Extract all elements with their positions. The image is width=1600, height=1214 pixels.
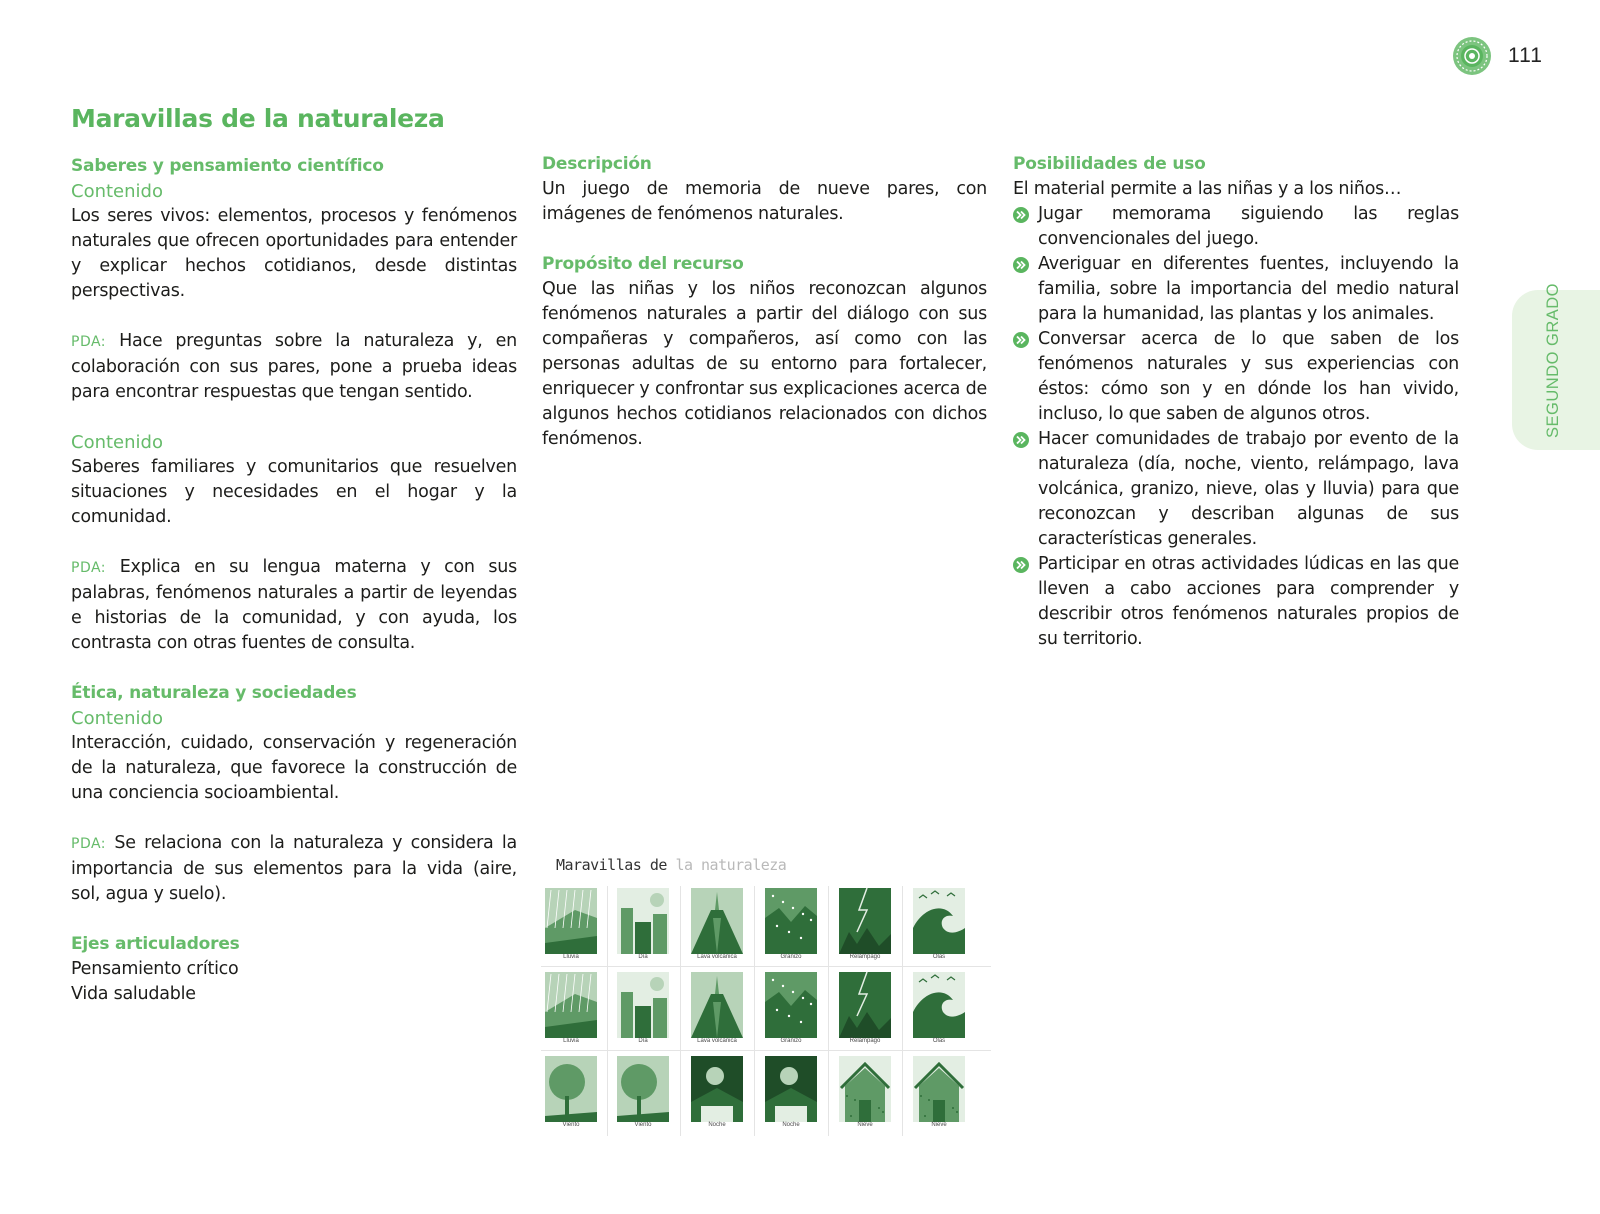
page-title: Maravillas de la naturaleza <box>71 104 445 133</box>
proposito-heading: Propósito del recurso <box>542 254 744 274</box>
card-label: Noche <box>782 1122 800 1128</box>
pda-text: Se relaciona con la naturaleza y considera la importancia de sus elementos para la vida (aire, sol, agua y suelo). <box>71 833 517 904</box>
double-arrow-bullet-icon <box>1013 557 1029 573</box>
grade-tab-label: SEGUNDO GRADO <box>1544 282 1562 438</box>
snow-illustration <box>913 1056 965 1122</box>
waves-illustration <box>913 972 965 1038</box>
uses-list <box>1013 202 1459 652</box>
page-number: 111 <box>1508 44 1543 67</box>
list-item: Hacer comunidades de trabajo por evento de la naturaleza (día, noche, viento, relámpago, lava volcánica, granizo, nieve, olas y lluvia) para que reconozcan y describan algunas de sus características generales. <box>1013 427 1459 552</box>
eje-item: Vida saludable <box>71 984 196 1004</box>
board-title: Maravillas de la naturaleza <box>556 856 787 874</box>
column-curriculum <box>71 154 517 1007</box>
volcano-illustration <box>691 972 743 1038</box>
memory-card <box>615 970 671 1048</box>
double-arrow-bullet-icon <box>1013 207 1029 223</box>
board-divider <box>541 1050 991 1051</box>
card-label: Granizo <box>780 954 802 960</box>
double-arrow-bullet-icon <box>1013 257 1029 273</box>
card-label: Granizo <box>780 1038 802 1044</box>
snow-illustration <box>839 1056 891 1122</box>
board-divider <box>902 886 903 1136</box>
card-label: Lluvia <box>563 1038 579 1044</box>
pda-paragraph <box>71 831 517 907</box>
card-label: Olas <box>932 1038 946 1044</box>
contenido-text: Saberes familiares y comunitarios que resuelven situaciones y necesidades en el hogar y la comunidad. <box>71 457 517 527</box>
list-item: Conversar acerca de lo que saben de los fenómenos naturales y sus experiencias con éstos: cómo son y en dónde los han vivido, incluso, lo que saben de algunos otros. <box>1013 327 1459 427</box>
night-illustration <box>765 1056 817 1122</box>
memory-card <box>763 886 819 964</box>
proposito-text: Que las niñas y los niños reconozcan algunos fenómenos naturales a partir del diálogo con sus compañeras y compañeros, así como con las personas adultas de su entorno para fortalecer, enriquecer y confrontar sus explicaciones acerca de algunos hechos cotidianos relacionados con dichos fenómenos. <box>542 279 987 449</box>
contenido-label: Contenido <box>71 432 163 453</box>
hail-illustration <box>765 888 817 954</box>
memory-card <box>689 886 745 964</box>
descripcion-heading: Descripción <box>542 154 652 174</box>
contenido-text: Interacción, cuidado, conservación y regeneración de la naturaleza, que favorece la construcción de una conciencia socioambiental. <box>71 733 517 803</box>
spiral-seal-icon <box>1452 36 1492 76</box>
board-divider <box>541 966 991 967</box>
posibilidades-heading: Posibilidades de uso <box>1013 154 1206 174</box>
memory-card <box>911 1054 967 1132</box>
board-divider <box>680 886 681 1136</box>
eje-item: Pensamiento crítico <box>71 959 239 979</box>
card-label: Nieve <box>931 1122 947 1128</box>
card-label: Día <box>638 1038 648 1044</box>
card-label: Día <box>638 954 648 960</box>
lightning-illustration <box>839 888 891 954</box>
card-label: Noche <box>708 1122 726 1128</box>
wind-illustration <box>545 1056 597 1122</box>
list-item: Participar en otras actividades lúdicas en las que lleven a cabo acciones para comprender y describir otros fenómenos naturales propios de su territorio. <box>1013 552 1459 652</box>
pda-paragraph <box>71 329 517 405</box>
day-illustration <box>617 972 669 1038</box>
board-divider <box>607 886 608 1136</box>
descripcion-text: Un juego de memoria de nueve pares, con imágenes de fenómenos naturales. <box>542 179 987 224</box>
memory-card <box>763 1054 819 1132</box>
card-label: Relámpago <box>849 1038 881 1044</box>
rain-illustration <box>545 888 597 954</box>
card-label: Relámpago <box>849 954 881 960</box>
wind-illustration <box>617 1056 669 1122</box>
lightning-illustration <box>839 972 891 1038</box>
hail-illustration <box>765 972 817 1038</box>
card-label: Viento <box>562 1122 580 1128</box>
memory-card <box>763 970 819 1048</box>
double-arrow-bullet-icon <box>1013 332 1029 348</box>
contenido-label: Contenido <box>71 181 163 202</box>
pda-label: PDA: <box>71 334 107 350</box>
memory-card <box>543 970 599 1048</box>
memory-card <box>837 970 893 1048</box>
waves-illustration <box>913 888 965 954</box>
card-label: Lava volcánica <box>697 954 737 960</box>
memory-card <box>837 1054 893 1132</box>
card-label: Nieve <box>857 1122 873 1128</box>
contenido-text: Los seres vivos: elementos, procesos y fenómenos naturales que ofrecen oportunidades para entender y explicar hechos cotidianos, desde distintas perspectivas. <box>71 206 517 301</box>
board-divider <box>828 886 829 1136</box>
day-illustration <box>617 888 669 954</box>
card-label: Lluvia <box>563 954 579 960</box>
memory-card <box>689 970 745 1048</box>
double-arrow-bullet-icon <box>1013 432 1029 448</box>
memory-card <box>543 886 599 964</box>
pda-paragraph <box>71 555 517 656</box>
contenido-label: Contenido <box>71 708 163 729</box>
board-divider <box>754 886 755 1136</box>
pda-label: PDA: <box>71 836 107 852</box>
memory-card <box>615 886 671 964</box>
memory-game-board <box>541 856 991 1136</box>
posibilidades-intro: El material permite a las niñas y a los niños… <box>1013 179 1402 199</box>
column-uses <box>1013 152 1459 652</box>
card-label: Olas <box>932 954 946 960</box>
memory-card <box>911 970 967 1048</box>
night-illustration <box>691 1056 743 1122</box>
memory-card <box>837 886 893 964</box>
memory-card <box>911 886 967 964</box>
pda-label: PDA: <box>71 560 107 576</box>
grade-tab <box>1512 282 1600 450</box>
column-description <box>542 152 987 452</box>
rain-illustration <box>545 972 597 1038</box>
card-label: Viento <box>634 1122 652 1128</box>
volcano-illustration <box>691 888 743 954</box>
field-heading-saberes: Saberes y pensamiento científico <box>71 156 384 176</box>
list-item: Jugar memorama siguiendo las reglas convencionales del juego. <box>1013 202 1459 252</box>
ejes-heading: Ejes articuladores <box>71 934 240 954</box>
field-heading-etica: Ética, naturaleza y sociedades <box>71 683 357 703</box>
pda-text: Explica en su lengua materna y con sus palabras, fenómenos naturales a partir de leyendas e historias de la comunidad, y con ayuda, los contrasta con otras fuentes de consulta. <box>71 557 517 653</box>
pda-text: Hace preguntas sobre la naturaleza y, en colaboración con sus pares, pone a prueba ideas para encontrar respuestas que tengan sentido. <box>71 331 517 402</box>
memory-card <box>543 1054 599 1132</box>
memory-card <box>615 1054 671 1132</box>
card-label: Lava volcánica <box>697 1038 737 1044</box>
list-item: Averiguar en diferentes fuentes, incluyendo la familia, sobre la importancia del medio natural para la humanidad, las plantas y los animales. <box>1013 252 1459 327</box>
memory-card <box>689 1054 745 1132</box>
